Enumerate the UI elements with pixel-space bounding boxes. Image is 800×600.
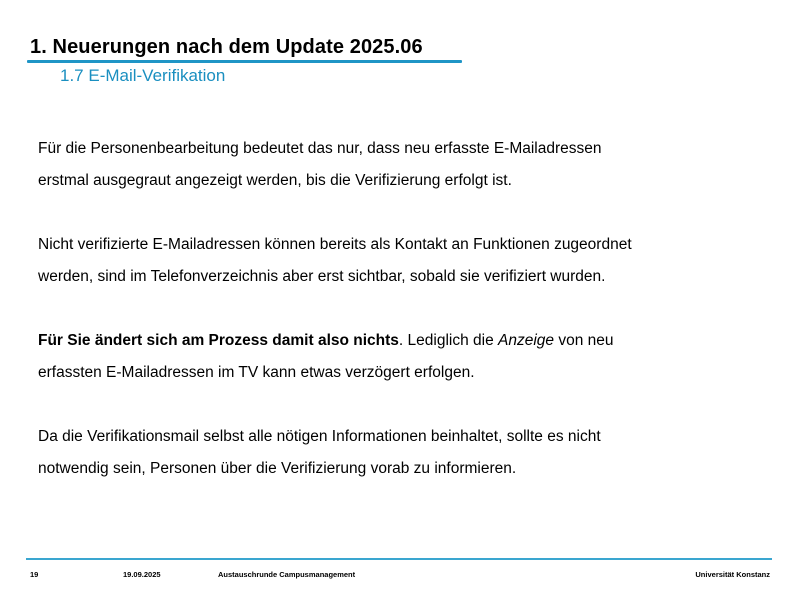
footer-organization: Universität Konstanz (695, 570, 770, 579)
footer-date: 19.09.2025 (123, 570, 161, 579)
slide-title: 1. Neuerungen nach dem Update 2025.06 (30, 36, 423, 58)
emphasis-bold: Für Sie ändert sich am Prozess damit also nichts (38, 332, 399, 349)
slide-subtitle: 1.7 E-Mail-Verifikation (60, 66, 226, 85)
paragraph-line: Für die Personenbearbeitung bedeutet das nur, dass neu erfasste E-Mailadressen (38, 140, 602, 157)
footer-event: Austauschrunde Campusmanagement (218, 570, 356, 579)
paragraph-1 (38, 133, 758, 197)
paragraph-line: Da die Verifikationsmail selbst alle nötigen Informationen beinhaltet, sollte es nicht (38, 428, 601, 445)
paragraph-2 (38, 229, 758, 293)
slide-body (38, 133, 758, 485)
paragraph-4 (38, 421, 758, 485)
paragraph-line: erfassten E-Mailadressen im TV kann etwas verzögert erfolgen. (38, 364, 475, 381)
emphasis-italic: Anzeige (498, 332, 555, 349)
paragraph-line: notwendig sein, Personen über die Verifizierung vorab zu informieren. (38, 460, 517, 477)
text-run: . Lediglich die (398, 332, 499, 349)
paragraph-line (38, 325, 758, 357)
footer-page-number: 19 (30, 570, 39, 579)
paragraph-3 (38, 325, 758, 389)
text-run: von neu (554, 332, 614, 349)
footer-divider (26, 558, 772, 560)
paragraph-line: Nicht verifizierte E-Mailadressen können bereits als Kontakt an Funktionen zugeordnet (38, 236, 632, 253)
title-underline (27, 60, 462, 63)
paragraph-line: werden, sind im Telefonverzeichnis aber erst sichtbar, sobald sie verifiziert wurden. (38, 268, 606, 285)
paragraph-line: erstmal ausgegraut angezeigt werden, bis die Verifizierung erfolgt ist. (38, 172, 512, 189)
